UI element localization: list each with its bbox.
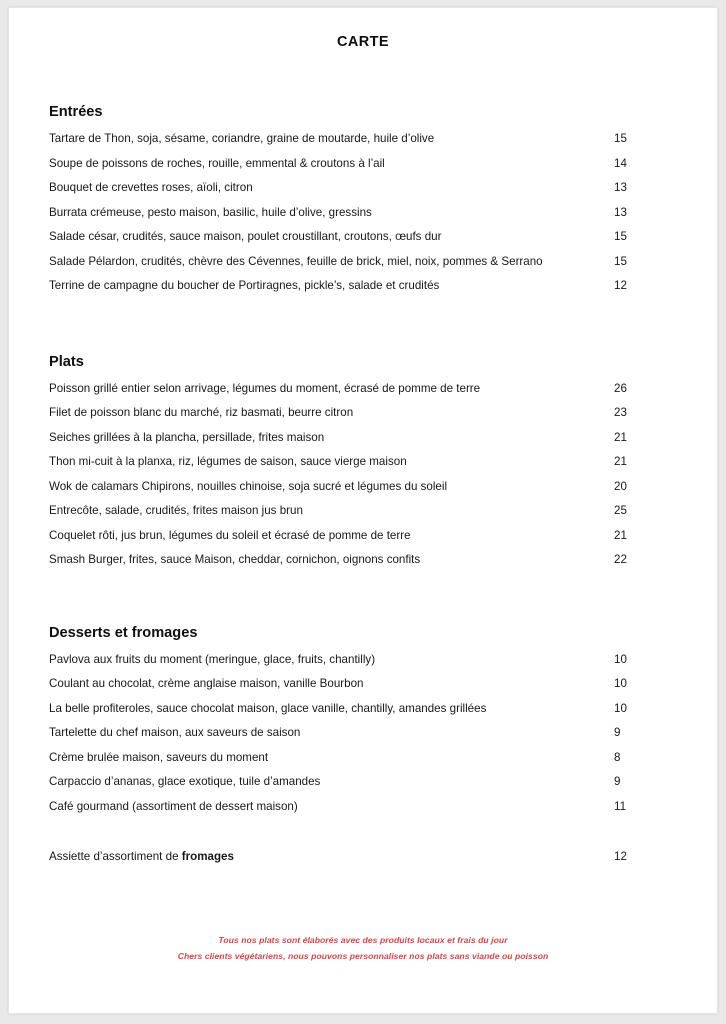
menu-item [49, 504, 677, 529]
menu-item-price: 20 [614, 479, 627, 493]
menu-item-price: 26 [614, 381, 627, 395]
menu-item-price: 13 [614, 205, 627, 219]
menu-item-price: 21 [614, 455, 627, 469]
cheese-plate-name [49, 850, 614, 863]
menu-item [49, 677, 677, 702]
menu-item-price: 12 [614, 279, 627, 293]
cheese-plate-item [49, 850, 677, 875]
section-heading: Plats [49, 353, 84, 370]
menu-item-price: 14 [614, 156, 627, 170]
menu-item-name: Salade césar, crudités, sauce maison, poulet croustillant, croutons, œufs dur [49, 230, 442, 244]
menu-item [49, 230, 677, 255]
menu-item [49, 157, 677, 182]
footer-note-line-1: Tous nos plats sont élaborés avec des produits locaux et frais du jour [218, 935, 508, 945]
menu-item-name: Entrecôte, salade, crudités, frites maison jus brun [49, 504, 303, 518]
menu-footer [9, 933, 717, 964]
footer-note-line-2: Chers clients végétariens, nous pouvons personnaliser nos plats sans viande ou poisson [177, 950, 549, 961]
menu-item-name: Thon mi-cuit à la planxa, riz, légumes de saison, sauce vierge maison [49, 455, 407, 469]
menu-item-name: Filet de poisson blanc du marché, riz basmati, beurre citron [49, 406, 354, 420]
section-spacer [49, 578, 677, 625]
menu-item-name: Crème brulée maison, saveurs du moment [49, 750, 269, 764]
menu-item-name: Terrine de campagne du boucher de Portiragnes, pickle’s, salade et crudités [49, 279, 440, 293]
page-title: CARTE [337, 34, 389, 50]
menu-item-name: Seiches grillées à la plancha, persillade, frites maison [49, 430, 325, 444]
menu-item-price: 11 [614, 799, 627, 813]
menu-item [49, 431, 677, 456]
menu-item [49, 529, 677, 554]
menu-item-price: 10 [614, 701, 627, 715]
menu-section-desserts [49, 625, 677, 825]
menu-item-price: 9 [614, 775, 621, 789]
menu-section-plats [49, 354, 677, 578]
menu-item-name: Bouquet de crevettes roses, aïoli, citron [49, 181, 253, 195]
menu-item-name: Tartelette du chef maison, aux saveurs de saison [49, 726, 301, 740]
menu-item [49, 553, 677, 578]
menu-item-price: 22 [614, 553, 627, 567]
menu-item-price: 9 [614, 726, 621, 740]
menu-item [49, 132, 677, 157]
cheese-plate-name-prefix: Assiette d’assortiment de [49, 850, 182, 864]
menu-item-name: Salade Pélardon, crudités, chèvre des Cévennes, feuille de brick, miel, noix, pommes & Serrano [49, 254, 543, 268]
menu-item [49, 455, 677, 480]
menu-item-price: 10 [614, 652, 627, 666]
menu-item-name: Soupe de poissons de roches, rouille, emmental & croutons à l’ail [49, 156, 385, 170]
menu-item [49, 480, 677, 505]
menu-item [49, 800, 677, 825]
cheese-plate-name-bold: fromages [181, 850, 234, 864]
menu-item [49, 775, 677, 800]
menu-item [49, 279, 677, 304]
menu-item-name: Carpaccio d’ananas, glace exotique, tuile d’amandes [49, 775, 321, 789]
menu-item-name: Coulant au chocolat, crème anglaise maison, vanille Bourbon [49, 677, 364, 691]
menu-item-price: 21 [614, 430, 627, 444]
menu-item [49, 206, 677, 231]
menu-item-name: Tartare de Thon, soja, sésame, coriandre, graine de moutarde, huile d’olive [49, 132, 435, 146]
menu-item [49, 751, 677, 776]
menu-item-name: La belle profiteroles, sauce chocolat maison, glace vanille, chantilly, amandes grillées [49, 701, 487, 715]
menu-item-price: 15 [614, 132, 627, 146]
menu-item-price: 13 [614, 181, 627, 195]
menu-section-entrees [49, 104, 677, 304]
menu-item [49, 406, 677, 431]
menu-item [49, 255, 677, 280]
menu-item [49, 702, 677, 727]
cheese-plate-price: 12 [614, 850, 627, 864]
section-heading: Desserts et fromages [49, 624, 198, 641]
menu-item [49, 653, 677, 678]
menu-item-name: Smash Burger, frites, sauce Maison, cheddar, cornichon, oignons confits [49, 553, 421, 567]
menu-item-price: 23 [614, 406, 627, 420]
menu-item [49, 181, 677, 206]
menu-content [49, 104, 677, 875]
section-heading: Entrées [49, 104, 103, 120]
section-spacer [49, 824, 677, 850]
menu-item-name: Café gourmand (assortiment de dessert maison) [49, 799, 298, 813]
menu-item [49, 382, 677, 407]
menu-item-name: Pavlova aux fruits du moment (meringue, glace, fruits, chantilly) [49, 652, 376, 666]
menu-page [8, 7, 718, 1014]
menu-item-price: 15 [614, 230, 627, 244]
menu-item-name: Poisson grillé entier selon arrivage, légumes du moment, écrasé de pomme de terre [49, 381, 481, 395]
menu-item-price: 15 [614, 254, 627, 268]
menu-item-name: Coquelet rôti, jus brun, légumes du soleil et écrasé de pomme de terre [49, 528, 411, 542]
menu-item-name: Burrata crémeuse, pesto maison, basilic, huile d’olive, gressins [49, 205, 372, 219]
menu-sheet [9, 8, 717, 1013]
menu-item-price: 21 [614, 528, 627, 542]
menu-item-price: 25 [614, 504, 627, 518]
menu-item [49, 726, 677, 751]
menu-item-price: 8 [614, 750, 621, 764]
menu-item-name: Wok de calamars Chipirons, nouilles chinoise, soja sucré et légumes du soleil [49, 479, 448, 493]
section-spacer [49, 304, 677, 354]
menu-item-price: 10 [614, 677, 627, 691]
